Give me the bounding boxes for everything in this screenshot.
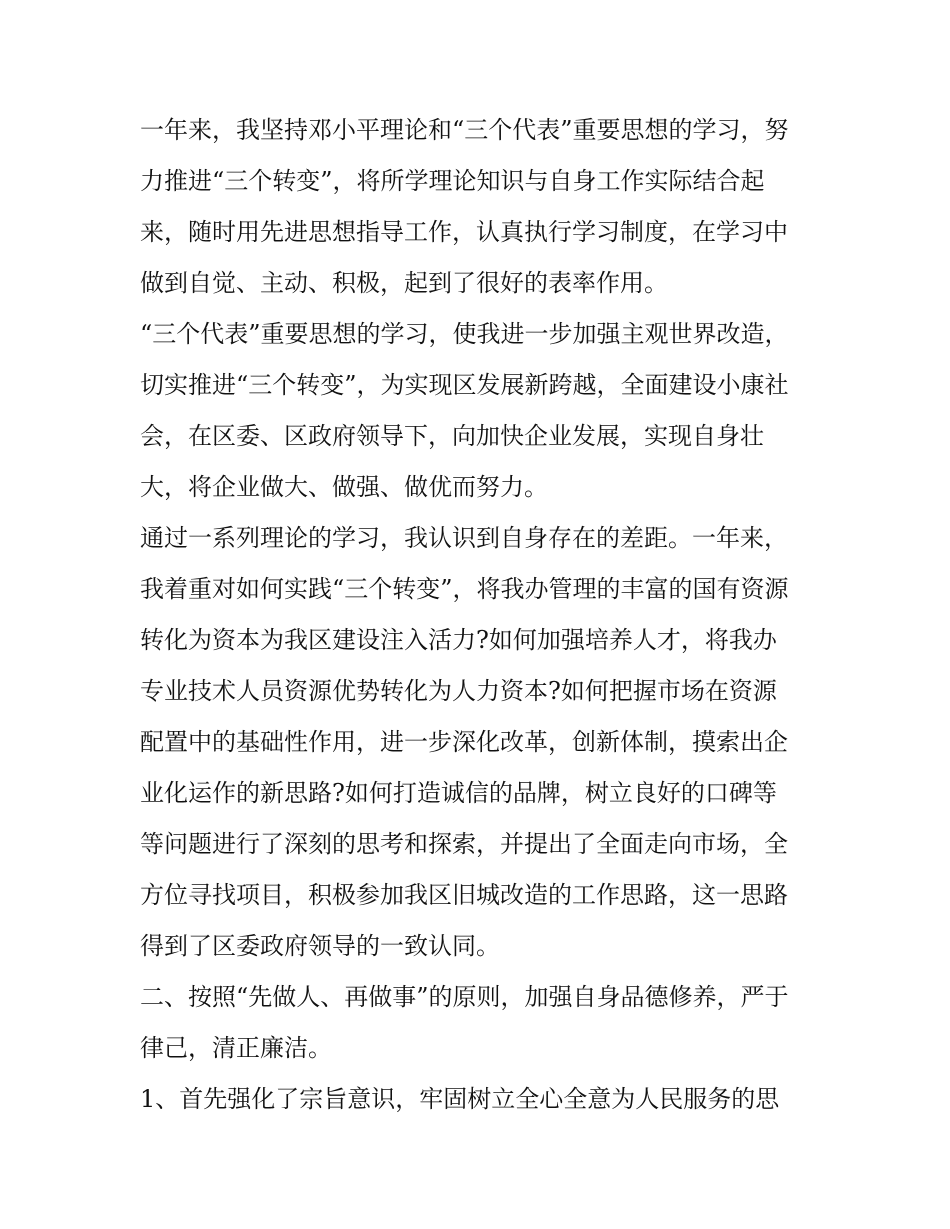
document-body: [140, 105, 830, 1125]
text-line: 切实推进“三个转变”，为实现区发展新跨越，全面建设小康社: [140, 371, 789, 399]
text-line: 得到了区委政府领导的一致认同。: [140, 932, 500, 960]
text-line: 会，在区委、区政府领导下，向加快企业发展，实现自身壮: [140, 422, 764, 450]
text-line: 做到自觉、主动、积极，起到了很好的表率作用。: [140, 269, 668, 297]
text-line: 等问题进行了深刻的思考和探索，并提出了全面走向市场，全: [140, 830, 788, 858]
text-line: 律己，清正廉洁。: [140, 1034, 332, 1062]
text-line: 业化运作的新思路?如何打造诚信的品牌，树立良好的口碑等: [140, 779, 777, 807]
text-line: 配置中的基础性作用，进一步深化改革，创新体制，摸索出企: [140, 728, 788, 756]
text-line: 专业技术人员资源优势转化为人力资本?如何把握市场在资源: [140, 677, 777, 705]
text-line: 我着重对如何实践“三个转变”，将我办管理的丰富的国有资源: [140, 575, 789, 603]
text-line: 1、首先强化了宗旨意识，牢固树立全心全意为人民服务的思: [140, 1085, 780, 1113]
text-line: 力推进“三个转变”，将所学理论知识与自身工作实际结合起: [140, 167, 765, 195]
text-line: 通过一系列理论的学习，我认识到自身存在的差距。一年来，: [140, 524, 788, 552]
text-line: 一年来，我坚持邓小平理论和“三个代表”重要思想的学习，努: [140, 116, 789, 144]
text-line: “三个代表”重要思想的学习，使我进一步加强主观世界改造，: [140, 320, 789, 348]
text-line: 方位寻找项目，积极参加我区旧城改造的工作思路，这一思路: [140, 881, 788, 909]
text-line: 大，将企业做大、做强、做优而努力。: [140, 473, 548, 501]
text-line: 来，随时用先进思想指导工作，认真执行学习制度，在学习中: [140, 218, 788, 246]
text-line: 转化为资本为我区建设注入活力?如何加强培养人才，将我办: [140, 626, 777, 654]
text-line: 二、按照“先做人、再做事”的原则，加强自身品德修养，严于: [140, 983, 789, 1011]
